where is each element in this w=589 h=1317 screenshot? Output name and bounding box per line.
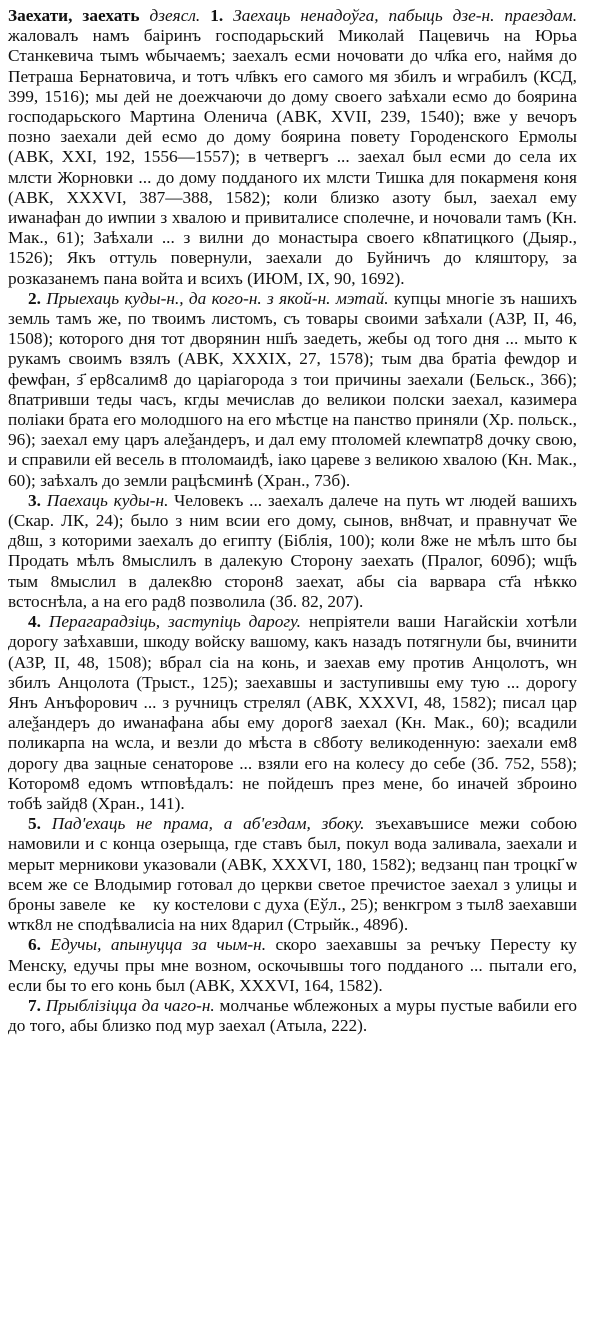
sense-3 (8, 491, 577, 612)
sense-definition: Паехаць куды-н. (46, 490, 169, 510)
sense-citations: купцы многiе зъ нашихъ земль тамъ же, по твоимъ листомъ, съ товары своими заѣхали (АЗР, II, 46, 1508); которого дня тот дворянин нш҃ъ заедеть, жебы од того дня ... мыто к рукамъ своимъ взялъ (АВК, XXXIX, 27, 1578); тым два братiа феѡдор и феѡфан, з҃ ер8салим8 до царiагорода з тои причины заехали (Бельск., 366); 8патривши теды часъ, кгды мечислав до великои полски заехал, казимера полiаки брата его молодшого на его мѣстцe на панство приняли (Хр. польск., 96); заехал ему царъ алеѯандеръ, и дал ему птоломей клеѡпатр8 дочку свою, и справили ей весель в птоломаидѣ, iако цареве з великою хвалою (Кн. Мак., 60); заѣхалъ до земли рацѣсминѣ (Хран., 73б). (8, 288, 577, 490)
sense-citations: жаловалъ намъ бaiринъ господарьский Миколай Пацевичь на Юрьa Станкевича тымъ ѡбычаемъ; заехалъ есми ночовати до чл҃ка его, наймя до Петраша Бернатовича, и тотъ чл҃вкъ его самого мя збилъ и ѡграбилъ (КСД, 399, 1516); мы дей не доежчаючи до дому своего заѣхали есмо до боярина господарьского Мартина Оленича (АВК, XVII, 239, 1540); вже у вечоръ позно заехали дей есмо до дому боярина повету Городенского Ермолы (АВК, XXI, 192, 1556—1557); в четвергъ ... заехал был есми до села их млсти Жорновки ... до дому подданого их млсти Тишка для покарменя коня (АВК, XXXVI, 387—388, 1582); коли близко азоту был, заехал ему иѡанафан до иѡпии з хвалою и привиталисе сполечне, и ночовали тамъ (Кн. Мак., 61); Заѣхали ... з вилни до монастыра своего к8патицкого (Дыяр., 1526); Якъ оттуль повернули, заехали до Буйничъ до кляштору, за розказанемъ пана войта и всихъ (ИЮМ, IX, 90, 1692). (8, 26, 577, 288)
sense-definition: Перагарадзіць, заступіць дарогу. (48, 612, 301, 632)
sense-number: 2. (28, 288, 41, 308)
part-of-speech: дзеясл. (149, 6, 201, 25)
sense-definition: Прыблізіцца да чаго-н. (45, 995, 215, 1015)
sense-citations: Человекъ ... заехалъ далече на путь ѡт людей вашихъ (Скар. ЛК, 24); было з ним всии его дому, сынов, вн8чат, и правнучат ѿе д8ш, з которими заехалъ до египту (Біблія, 100); коли 8же не мѣлъ што бы Продать мѣлъ 8мыслилъ в далекую Сторону заехать (Пралог, 609б); ѡщ҃ъ тым 8мыслил в далек8ю сторон8 заехат, абы сiа варвара ст҃а нѣкко встоснѣла, а на его рад8 позволила (Зб. 82, 207). (8, 490, 577, 611)
sense-1 (8, 6, 577, 289)
sense-number: 4. (28, 612, 41, 632)
sense-number: 3. (28, 490, 41, 510)
sense-definition: Едучы, апынуцца за чым-н. (50, 935, 267, 955)
sense-number: 7. (28, 995, 41, 1015)
sense-7 (8, 996, 577, 1036)
headword: Заехати, заехать (8, 6, 140, 25)
sense-citations: зъехавъшисе межи собою намовили и с конца озерыща, где ставъ был, покул вода заливала, заехали и мерыт мерникови указовали (АВК, XXXVI, 180, 1582); ведзанц пан троцкі҃ ѡ всем же се Влодымир готовал до церкви светое пречистое заехал з улицы и броны завелеⷭкеⷭ ку костелови с духа (Еўл., 25); венкгром з тыл8 заехавши ѡтк8л не сподѣвалисiа на них 8дарил (Стрыйк., 489б). (8, 814, 577, 935)
sense-citations: непріятели ваши Нагайскіи хотѣли дорогу заѣхавши, шкоду войску вашому, какъ назадъ потягнули бы, вчинити (АЗР, II, 48, 1508); вбрал сiа на конь, и заехав ему против Анцолотъ, ѡн збилъ Анцолота (Трыст., 125); заехавшы и заступившы ему тую ... дорогу Янъ Анъфорович ... з ручницъ стрелял (АВК, XXXVI, 48, 1582); писал цар алеѯандеръ до иѡанафана абы ему дорог8 заехал (Кн. Мак., 60); всадили поликарпа на ѡсла, и везли до мѣста в с8боту великоденную: заехали ем8 дорогу два зацные сенаторове ... взяли его на колесу до себе (Зб. 752, 558); Котором8 едомъ ѡтповѣдалъ: не пойдешъ през мене, бо иначей зброино тобѣ зайд8 (Хран., 141). (8, 612, 578, 813)
sense-citations: молчанье ѡблежоных а муры пустые вабили его до того, абы близко под мур заехал (Атыла, 222). (8, 995, 577, 1036)
sense-definition: Заехаць ненадоўга, пабыць дзе-н. праездам. (233, 6, 578, 25)
sense-5 (8, 814, 577, 935)
sense-number: 6. (28, 935, 41, 955)
sense-definition: Пад'ехаць не прама, а аб'ездам, збоку. (51, 814, 365, 834)
sense-2 (8, 289, 577, 491)
sense-number: 1. (210, 6, 224, 25)
sense-6 (8, 935, 577, 996)
sense-number: 5. (28, 814, 41, 834)
sense-definition: Прыехаць куды-н., да кого-н. з якой-н. мэтай. (46, 288, 389, 308)
sense-citations: скоро заехавшы за речъку Пересту ку Менску, едучы пры мне возном, оскочывшы того подданого ... пытали его, если бы то его конь был (АВК, XXXVI, 164, 1582). (8, 935, 577, 995)
sense-4 (8, 612, 577, 814)
